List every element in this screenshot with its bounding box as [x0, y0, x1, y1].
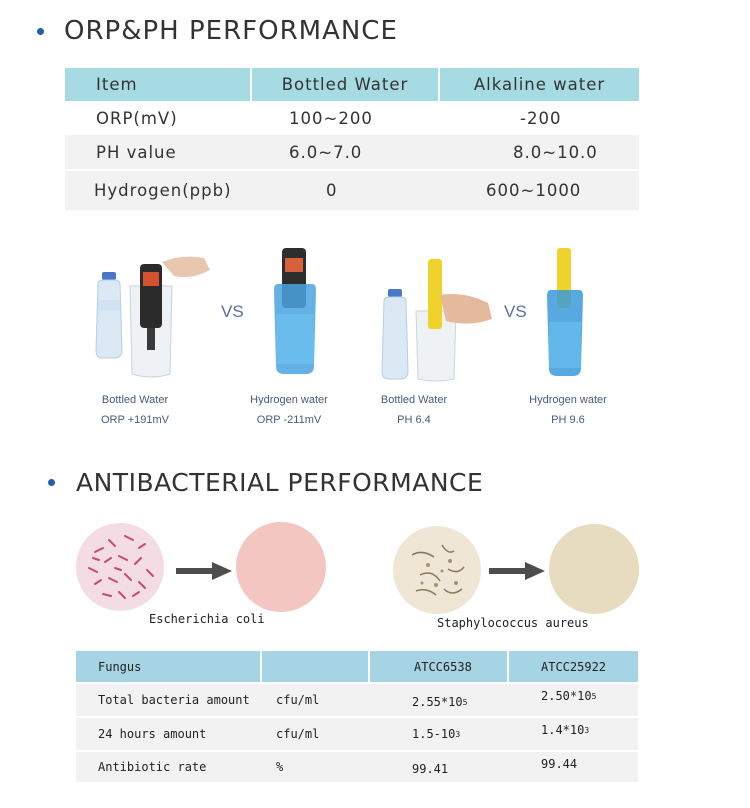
antibacterial-section-heading — [48, 468, 483, 497]
table-row — [65, 171, 639, 210]
escherichia-coli-sample-image — [75, 522, 165, 612]
row-value: 100~200 — [289, 108, 373, 128]
row-value: 2.50*10 5 — [541, 689, 597, 703]
header-fungus: Fungus — [98, 659, 142, 674]
row-unit: cfu/ml — [276, 693, 320, 707]
caption-bottled-water-orp: Bottled Water ORP +191mV — [101, 394, 169, 426]
row-value: -200 — [520, 108, 562, 128]
caption-hydrogen-water-ph: Hydrogen water PH 9.6 — [529, 394, 607, 426]
vs-label: VS — [221, 302, 244, 321]
row-value: 6.0~7.0 — [289, 142, 363, 162]
row-label: ORP(mV) — [96, 108, 178, 128]
table-row — [65, 135, 639, 169]
hydrogen-water-orp-photo — [270, 244, 320, 379]
row-value: 2.55*10 5 — [412, 695, 468, 709]
row-unit: % — [276, 760, 284, 774]
orp-section-title: ORP&PH PERFORMANCE — [64, 16, 398, 46]
arrow-right-icon — [176, 562, 232, 580]
bullet-icon — [37, 28, 44, 35]
orp-table — [65, 68, 639, 210]
bottled-water-orp-photo — [92, 250, 212, 385]
orp-table-header — [65, 68, 639, 101]
row-label: Antibiotic rate — [98, 760, 207, 774]
escherichia-coli-label: Escherichia coli — [149, 612, 265, 626]
header-item: Item — [96, 75, 138, 94]
table-row — [65, 101, 639, 135]
antibacterial-section-title: ANTIBACTERIAL PERFORMANCE — [76, 468, 484, 497]
row-value: 1.5-10 3 — [412, 727, 461, 741]
escherichia-coli-result-circle — [236, 522, 326, 612]
header-bottled-water: Bottled Water — [250, 68, 438, 101]
header-atcc6538: ATCC6538 — [368, 651, 507, 682]
caption-bottled-water-ph: Bottled Water PH 6.4 — [380, 394, 448, 426]
table-row — [76, 682, 638, 716]
row-unit: cfu/ml — [276, 727, 320, 741]
bullet-icon — [48, 479, 55, 486]
row-label: Hydrogen(ppb) — [94, 181, 232, 200]
row-value: 99.44 — [541, 757, 578, 771]
row-value: 99.41 — [412, 762, 449, 776]
header-unit — [260, 651, 368, 682]
row-label: 24 hours amount — [98, 727, 207, 741]
row-value: 0 — [326, 181, 338, 200]
caption-hydrogen-water-orp: Hydrogen water ORP -211mV — [250, 394, 328, 426]
row-value: 8.0~10.0 — [513, 142, 598, 162]
staphylococcus-aureus-label: Staphylococcus aureus — [437, 616, 589, 630]
staphylococcus-aureus-sample-image — [392, 525, 482, 615]
header-atcc25922: ATCC25922 — [507, 651, 638, 682]
vs-label: VS — [504, 302, 527, 321]
staphylococcus-aureus-result-circle — [549, 524, 639, 614]
antibacterial-table — [76, 651, 638, 782]
hydrogen-water-ph-photo — [545, 246, 585, 378]
row-label: Total bacteria amount — [98, 693, 250, 707]
table-row — [76, 750, 638, 782]
orp-section-heading — [37, 16, 398, 46]
row-value: 1.4*10 3 — [541, 723, 590, 737]
arrow-right-icon — [489, 562, 545, 580]
antibacterial-table-header — [76, 651, 638, 682]
row-value: 600~1000 — [486, 181, 582, 200]
header-alkaline-water: Alkaline water — [438, 68, 639, 101]
table-row — [76, 716, 638, 750]
row-label: PH value — [96, 142, 177, 162]
bottled-water-ph-photo — [380, 255, 495, 383]
